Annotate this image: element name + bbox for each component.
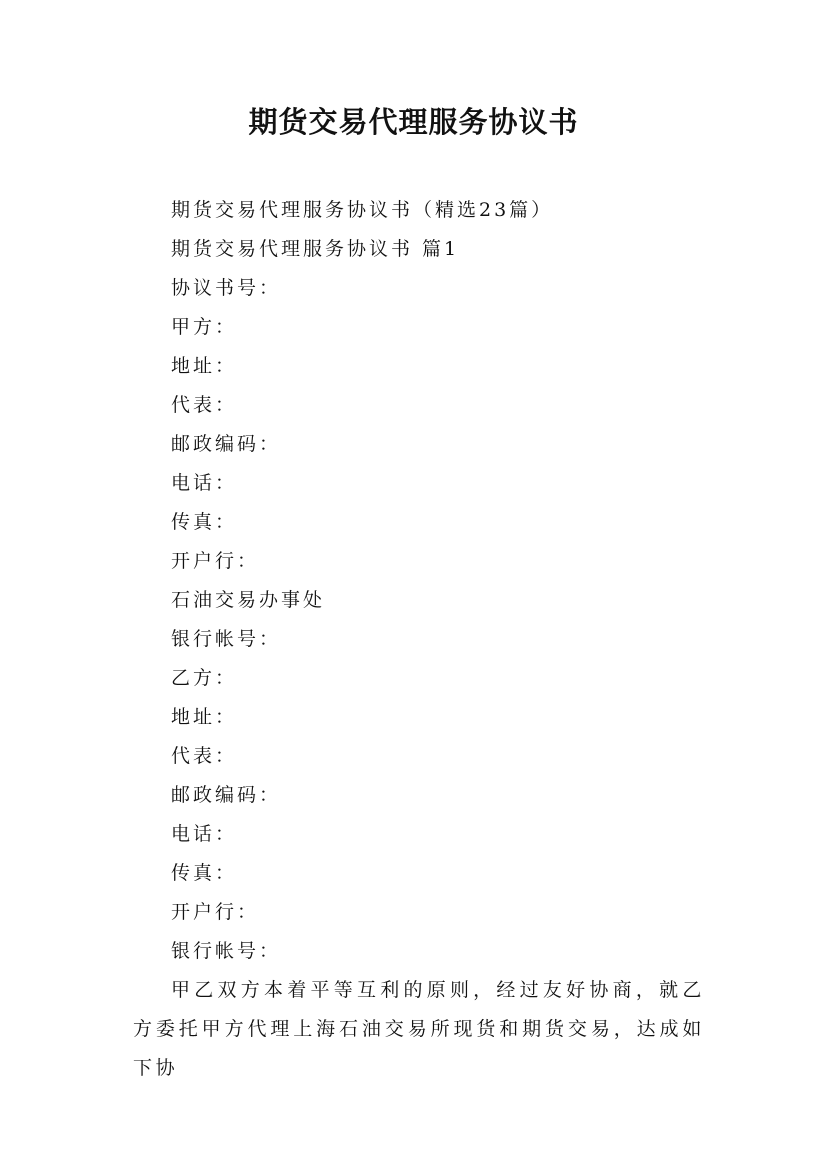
party-a-address: 地址： xyxy=(171,355,238,377)
party-a-label: 甲方： xyxy=(171,316,238,338)
document-body xyxy=(133,191,705,1079)
party-b-bank: 开户行： xyxy=(171,901,260,923)
party-a-bank-value: 石油交易办事处 xyxy=(171,589,326,611)
party-a-phone: 电话： xyxy=(171,472,238,494)
section-heading: 期货交易代理服务协议书 篇1 xyxy=(171,238,460,260)
party-b-label: 乙方： xyxy=(171,667,238,689)
party-b-address: 地址： xyxy=(171,706,238,728)
party-a-postal-code: 邮政编码： xyxy=(171,433,282,455)
party-a-account: 银行帐号： xyxy=(171,628,282,650)
party-b-phone: 电话： xyxy=(171,823,238,845)
agreement-paragraph: 甲乙双方本着平等互利的原则，经过友好协商，就乙方委托甲方代理上海石油交易所现货和期货交易，达成如下协 xyxy=(133,979,705,1079)
agreement-number-label: 协议书号： xyxy=(171,277,282,299)
party-b-representative: 代表： xyxy=(171,745,238,767)
party-a-representative: 代表： xyxy=(171,394,238,416)
party-a-fax: 传真： xyxy=(171,511,238,533)
document-subtitle: 期货交易代理服务协议书（精选23篇） xyxy=(171,199,554,221)
party-b-fax: 传真： xyxy=(171,862,238,884)
party-a-bank: 开户行： xyxy=(171,550,260,572)
party-b-account: 银行帐号： xyxy=(171,940,282,962)
document-title: 期货交易代理服务协议书 xyxy=(248,105,579,139)
party-b-postal-code: 邮政编码： xyxy=(171,784,282,806)
